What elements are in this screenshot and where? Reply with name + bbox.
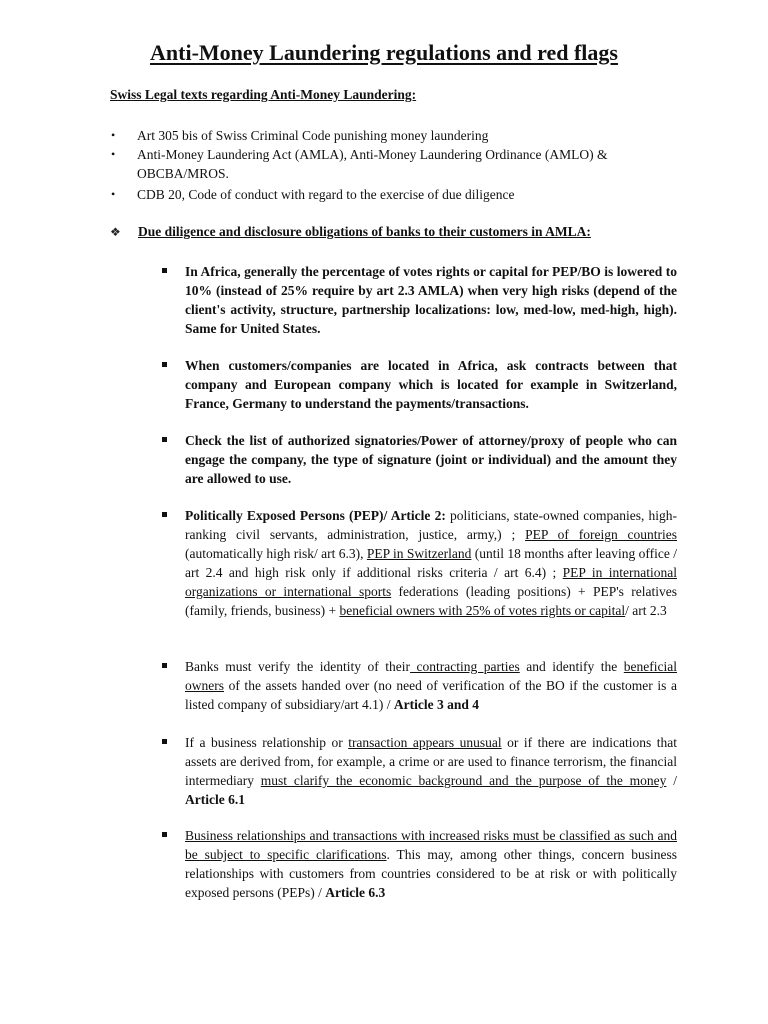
bullet-icon: •: [111, 128, 116, 142]
square-bullet-icon: [162, 739, 167, 744]
list-item-text: Anti-Money Laundering Act (AMLA), Anti-Money Laundering Ordinance (AMLO) & OBCBA/MROS.: [137, 147, 608, 181]
pep-text-1: politicians, state-owned companies, high-ranking civil servants, administration, justice, army,) ;: [185, 508, 677, 542]
item-text: When customers/companies are located in Africa, ask contracts between that company and European company which is located for example in Switzerland, France, Germany to understand the payments/transactions.: [185, 358, 677, 411]
swiss-legal-heading: Swiss Legal texts regarding Anti-Money Laundering:: [110, 87, 417, 102]
list-item-risks: [185, 826, 677, 902]
list-item-signatories: [185, 431, 677, 488]
pep-lead: Politically Exposed Persons (PEP)/ Article 2:: [185, 508, 446, 523]
unusual-text-3: /: [666, 773, 677, 788]
verify-text-2: and identify the: [519, 659, 624, 674]
square-bullet-icon: [162, 832, 167, 837]
item-text: Check the list of authorized signatories/Power of attorney/proxy of people who can engage the company, the type of signature (joint or individual) and the amount they are allowed to use.: [185, 433, 677, 486]
risks-article: Article 6.3: [325, 885, 386, 900]
pep-foreign-link-text: PEP of foreign countries: [525, 527, 677, 542]
verify-text-1: Banks must verify the identity of their: [185, 659, 411, 674]
list-item: [111, 145, 677, 183]
list-item-text: CDB 20, Code of conduct with regard to the exercise of due diligence: [137, 187, 515, 202]
pep-international-text: PEP in international organizations or international sports: [185, 565, 677, 599]
page-title: Anti-Money Laundering regulations and red flags: [150, 40, 618, 65]
verify-beneficial-owners: beneficial owners: [185, 659, 677, 693]
unusual-clarify-text: must clarify the economic background and the purpose of the money: [260, 773, 667, 788]
unusual-text-1: If a business relationship or: [185, 735, 349, 750]
square-bullet-icon: [162, 268, 167, 273]
list-item-contracts: [185, 356, 677, 413]
list-item-unusual: [185, 733, 677, 809]
list-item-pep: [185, 506, 677, 620]
pep-text-2: (automatically high risk/ art 6.3),: [185, 546, 367, 561]
due-diligence-heading: Due diligence and disclosure obligations of banks to their customers in AMLA:: [138, 224, 591, 239]
pep-text-3: (until 18 months after leaving office / art 2.4 and high risk only if additional risks criteria / art 6.4) ;: [185, 546, 678, 580]
square-bullet-icon: [162, 362, 167, 367]
list-item-text: Art 305 bis of Swiss Criminal Code punishing money laundering: [137, 128, 489, 143]
unusual-article: Article 6.1: [185, 792, 245, 807]
square-bullet-icon: [162, 512, 167, 517]
bullet-icon: •: [111, 147, 116, 161]
pep-switzerland-text: PEP in Switzerland: [366, 546, 472, 561]
unusual-transaction-text: transaction appears unusual: [348, 735, 502, 750]
item-text: In Africa, generally the percentage of votes rights or capital for PEP/BO is lowered to 10% (instead of 25% require by art 2.3 AMLA) when very high risks (depend of the client's activity, structure, partnership localizations: low, med-low, med-high, high). Same for United States.: [185, 264, 677, 336]
bullet-icon: •: [111, 187, 116, 201]
list-item: [111, 185, 682, 204]
legal-texts-list: [111, 126, 682, 204]
list-item-africa: [185, 262, 677, 338]
pep-text-4: federations (leading positions) + PEP's relatives (family, friends, business) +: [185, 584, 677, 618]
square-bullet-icon: [162, 663, 167, 668]
risks-classified-text: Business relationships and transactions with increased risks must be classified as such and be subject to specific clarifications: [185, 828, 677, 862]
pep-beneficial-owners-text: beneficial owners with 25% of votes rights or capital: [339, 603, 626, 618]
list-item: [111, 126, 682, 145]
square-bullet-icon: [162, 437, 167, 442]
verify-article: Article 3 and 4: [393, 697, 479, 712]
unusual-text-2: or if there are indications that assets are derived from, for example, a crime or are used to finance terrorism, the financial intermediary: [185, 735, 678, 788]
list-item-verify: [185, 657, 677, 714]
diamond-bullet-icon: ❖: [110, 225, 121, 239]
pep-text-5: / art 2.3: [625, 603, 667, 618]
risks-text-1: . This may, among other things, concern business relationships with customers from countries considered to be at risk or with politically exposed persons (PEPs) /: [185, 847, 677, 900]
verify-contracting-parties: contracting parties: [410, 659, 520, 674]
verify-text-3: of the assets handed over (no need of verification of the BO if the customer is a listed company of subsidiary/art 4.1) /: [185, 678, 677, 712]
